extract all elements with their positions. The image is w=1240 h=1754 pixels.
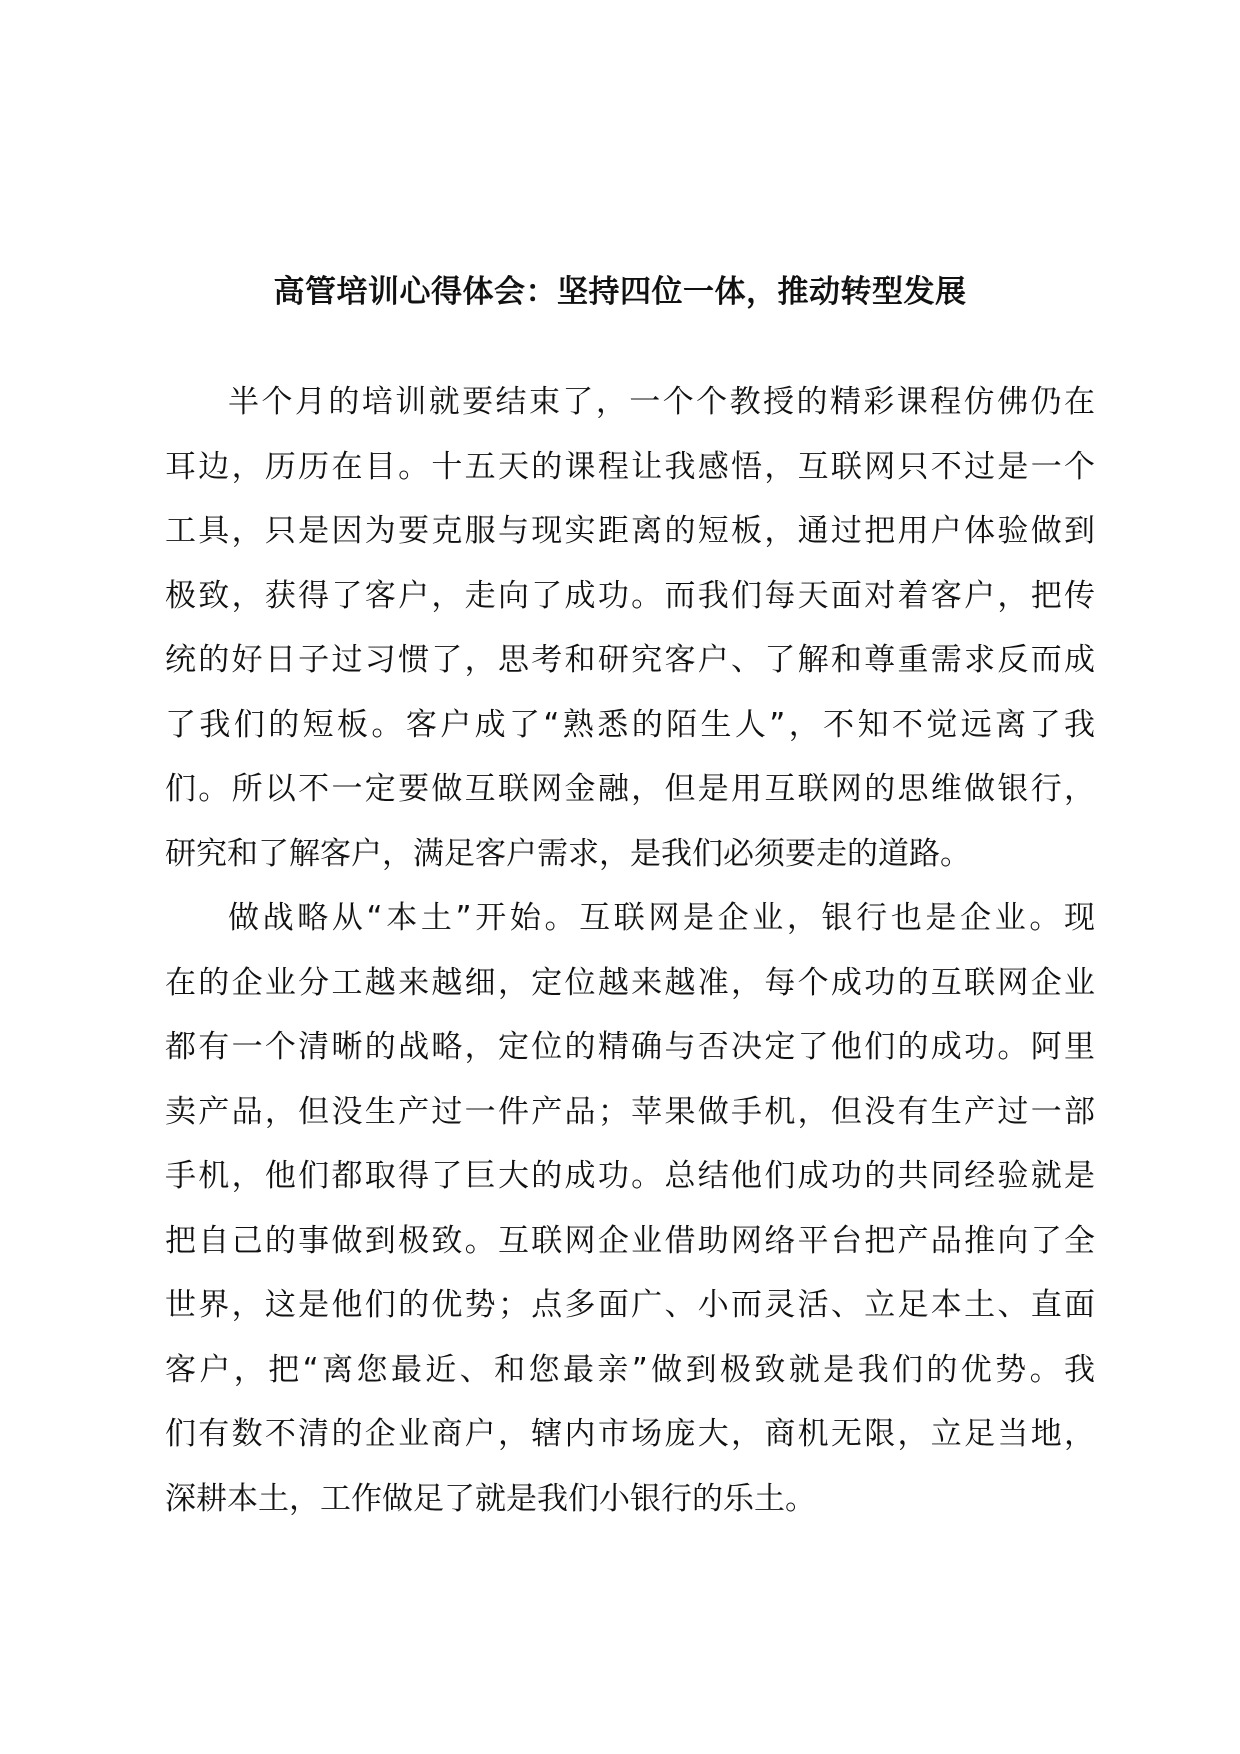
paragraph-line: 统的好日子过习惯了，思考和研究客户、了解和尊重需求反而成	[165, 642, 1095, 678]
paragraph-1	[165, 370, 1095, 886]
paragraph-line: 客户，把“离您最近、和您最亲”做到极致就是我们的优势。我	[165, 1351, 1095, 1388]
paragraph-line: 卖产品，但没生产过一件产品；苹果做手机，但没有生产过一部	[165, 1093, 1095, 1130]
paragraph-line: 都有一个清晰的战略，定位的精确与否决定了他们的成功。阿里	[165, 1029, 1095, 1065]
document-body	[165, 370, 1095, 1531]
paragraph-line: 深耕本土，工作做足了就是我们小银行的乐土。	[165, 1480, 816, 1517]
paragraph-line: 半个月的培训就要结束了，一个个教授的精彩课程仿佛仍在	[228, 384, 1095, 420]
paragraph-2	[165, 886, 1095, 1531]
paragraph-line: 手机，他们都取得了巨大的成功。总结他们成功的共同经验就是	[165, 1158, 1095, 1194]
paragraph-line: 们有数不清的企业商户，辖内市场庞大，商机无限，立足当地，	[165, 1416, 1095, 1452]
paragraph-line: 极致，获得了客户，走向了成功。而我们每天面对着客户，把传	[165, 577, 1095, 614]
document-title: 高管培训心得体会：坚持四位一体，推动转型发展	[273, 274, 967, 310]
paragraph-line: 世界，这是他们的优势；点多面广、小而灵活、立足本土、直面	[165, 1287, 1095, 1323]
paragraph-line: 耳边，历历在目。十五天的课程让我感悟，互联网只不过是一个	[165, 448, 1095, 485]
paragraph-line: 研究和了解客户，满足客户需求，是我们必须要走的道路。	[165, 835, 971, 872]
paragraph-line: 们。所以不一定要做互联网金融，但是用互联网的思维做银行，	[165, 771, 1095, 807]
paragraph-line: 把自己的事做到极致。互联网企业借助网络平台把产品推向了全	[165, 1222, 1095, 1259]
paragraph-line: 工具，只是因为要克服与现实距离的短板，通过把用户体验做到	[165, 513, 1095, 549]
paragraph-line: 在的企业分工越来越细，定位越来越准，每个成功的互联网企业	[165, 964, 1095, 1001]
paragraph-line: 做战略从“本土”开始。互联网是企业，银行也是企业。现	[228, 900, 1095, 936]
paragraph-line: 了我们的短板。客户成了“熟悉的陌生人”，不知不觉远离了我	[165, 706, 1095, 743]
